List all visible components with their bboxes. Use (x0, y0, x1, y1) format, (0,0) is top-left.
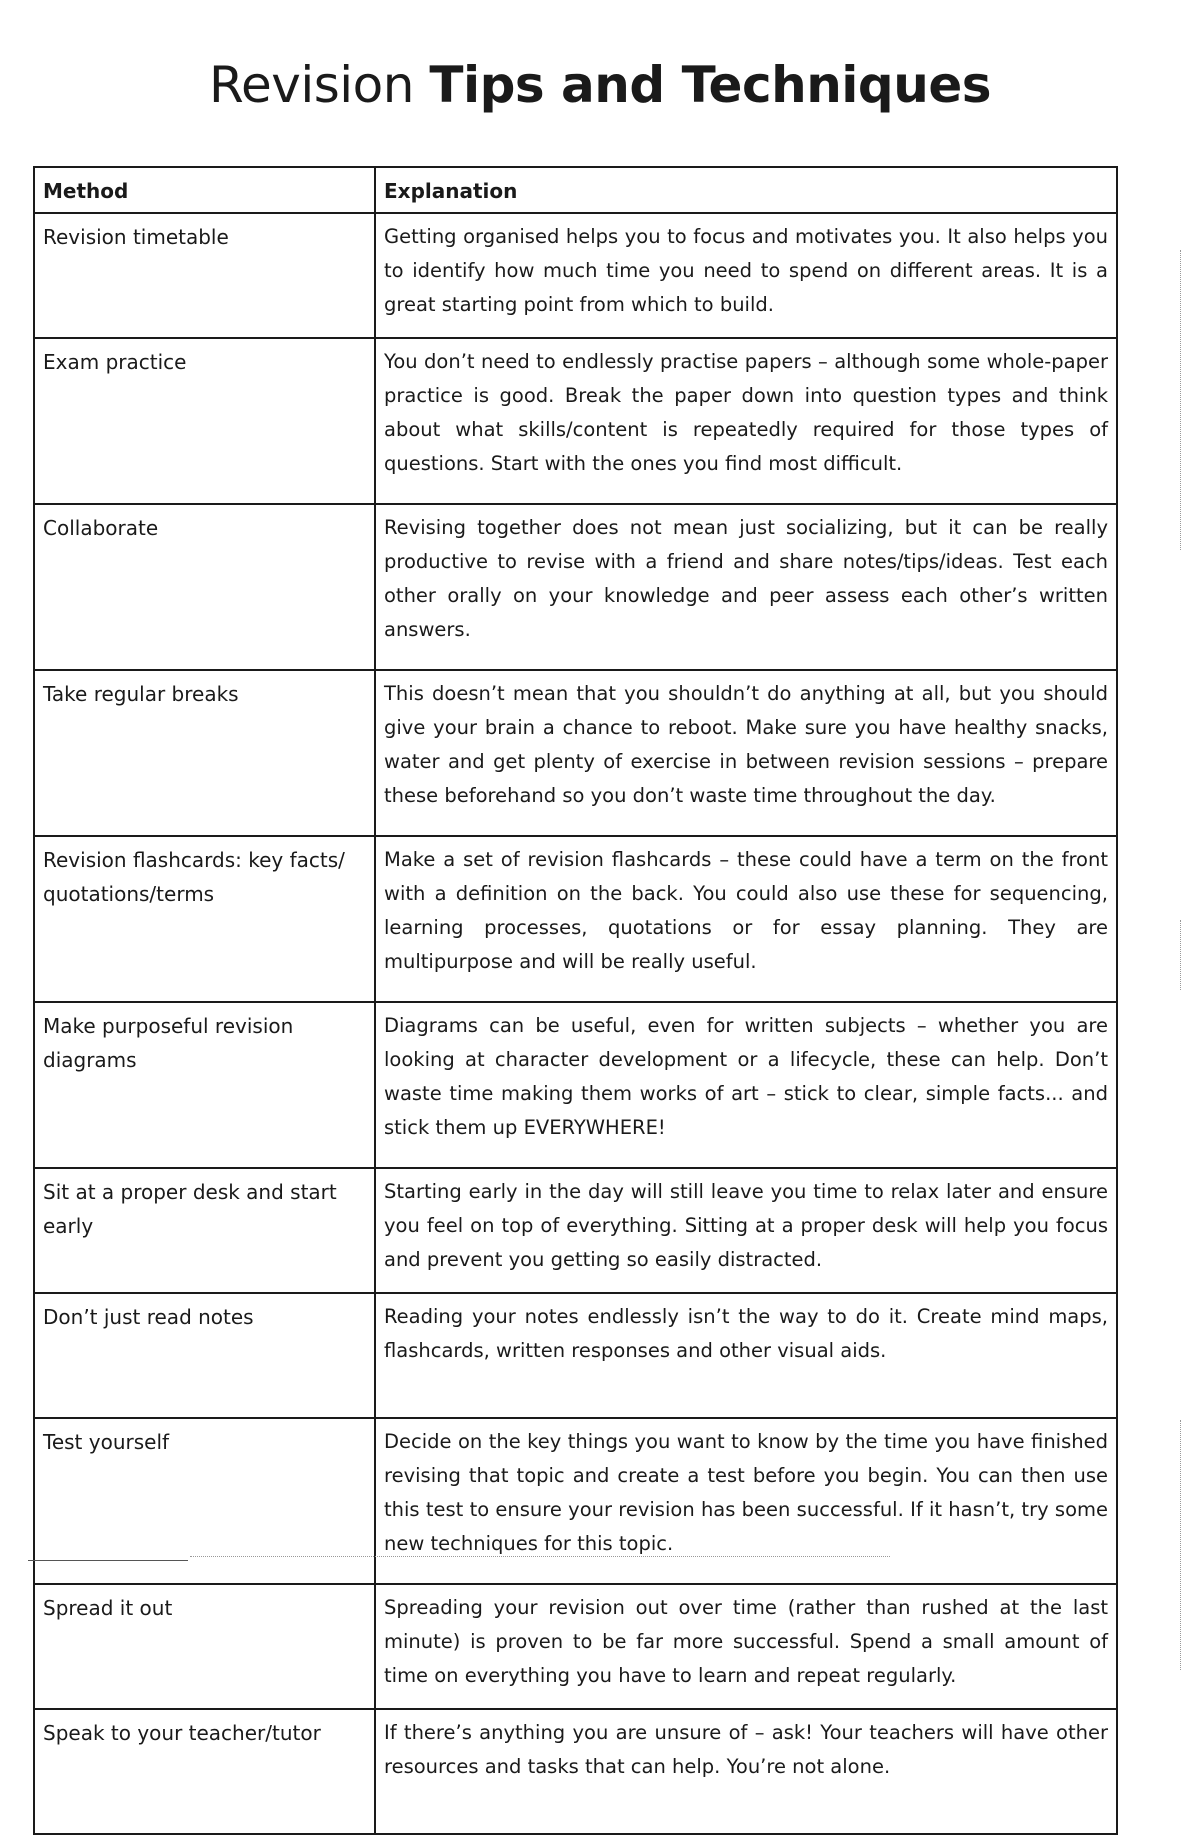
explanation-cell: Diagrams can be useful, even for written subjects – whether you are looking at character development or a lifecycle, these can help. Don’t waste time making them works of art – stick to clear, simple facts... and stick them up EVERYWHERE! (375, 1002, 1117, 1168)
footer-rule (28, 1560, 188, 1561)
table-row (34, 1709, 1117, 1834)
method-cell: Sit at a proper desk and start early (34, 1168, 375, 1293)
explanation-column-header: Explanation (375, 167, 1117, 213)
table-row (34, 670, 1117, 836)
method-cell: Take regular breaks (34, 670, 375, 836)
margin-dotted-rule (1180, 250, 1181, 550)
method-cell: Spread it out (34, 1584, 375, 1709)
method-column-header: Method (34, 167, 375, 213)
title-light-part: Revision (208, 56, 430, 114)
table-row (34, 1584, 1117, 1709)
explanation-cell: Spreading your revision out over time (rather than rushed at the last minute) is proven to be far more successful. Spend a small amount of time on everything you have to learn and repeat regularly. (375, 1584, 1117, 1709)
explanation-cell: Reading your notes endlessly isn’t the way to do it. Create mind maps, flashcards, written responses and other visual aids. (375, 1293, 1117, 1418)
title-bold-part: Tips and Techniques (429, 56, 991, 114)
table-row (34, 1293, 1117, 1418)
method-cell: Revision timetable (34, 213, 375, 338)
explanation-cell: Starting early in the day will still leave you time to relax later and ensure you feel on top of everything. Sitting at a proper desk will help you focus and prevent you getting so easily distracted. (375, 1168, 1117, 1293)
method-cell: Test yourself (34, 1418, 375, 1584)
table-row (34, 1168, 1117, 1293)
revision-methods-table (33, 166, 1118, 1835)
method-cell: Revision flashcards: key facts/ quotations/terms (34, 836, 375, 1002)
explanation-cell: Revising together does not mean just socializing, but it can be really productive to revise with a friend and share notes/tips/ideas. Test each other orally on your knowledge and peer assess each other’s written answers. (375, 504, 1117, 670)
explanation-cell: This doesn’t mean that you shouldn’t do anything at all, but you should give your brain a chance to reboot. Make sure you have healthy snacks, water and get plenty of exercise in between revision sessions – prepare these beforehand so you don’t waste time throughout the day. (375, 670, 1117, 836)
explanation-cell: Getting organised helps you to focus and motivates you. It also helps you to identify how much time you need to spend on different areas. It is a great starting point from which to build. (375, 213, 1117, 338)
table-row (34, 504, 1117, 670)
margin-dotted-rule (1180, 920, 1181, 990)
table-row (34, 1418, 1117, 1584)
explanation-cell: You don’t need to endlessly practise papers – although some whole-paper practice is good. Break the paper down into question types and think about what skills/content is repeatedly required for those types of questions. Start with the ones you find most difficult. (375, 338, 1117, 504)
table-row (34, 1002, 1117, 1168)
explanation-cell: Make a set of revision flashcards – these could have a term on the front with a definition on the back. You could also use these for sequencing, learning processes, quotations or for essay planning. They are multipurpose and will be really useful. (375, 836, 1117, 1002)
explanation-cell: Decide on the key things you want to know by the time you have finished revising that topic and create a test before you begin. You can then use this test to ensure your revision has been successful. If it hasn’t, try some new techniques for this topic. (375, 1418, 1117, 1584)
margin-dotted-rule (1180, 1420, 1181, 1670)
method-cell: Exam practice (34, 338, 375, 504)
method-cell: Speak to your teacher/tutor (34, 1709, 375, 1834)
page-title (0, 50, 1200, 120)
table-row (34, 213, 1117, 338)
table-row (34, 338, 1117, 504)
method-cell: Don’t just read notes (34, 1293, 375, 1418)
table-row (34, 836, 1117, 1002)
explanation-cell: If there’s anything you are unsure of – ask! Your teachers will have other resources and tasks that can help. You’re not alone. (375, 1709, 1117, 1834)
footer-dotted-rule (190, 1556, 890, 1557)
method-cell: Collaborate (34, 504, 375, 670)
method-cell: Make purposeful revision diagrams (34, 1002, 375, 1168)
table-header-row (34, 167, 1117, 213)
